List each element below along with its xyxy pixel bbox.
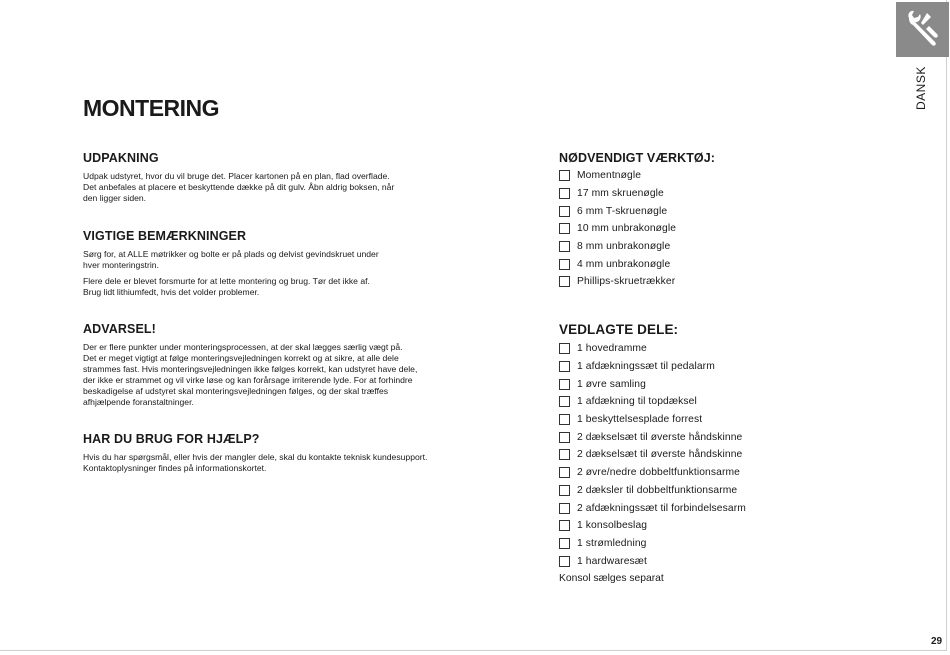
tool-item[interactable]: 17 mm skruenøgle	[559, 185, 676, 203]
tool-item[interactable]: 8 mm unbrakonøgle	[559, 238, 676, 256]
tool-item[interactable]: 6 mm T-skruenøgle	[559, 202, 676, 220]
checkbox[interactable]	[559, 188, 570, 199]
checkbox[interactable]	[559, 556, 570, 567]
important-heading: VIGTIGE BEMÆRKNINGER	[83, 229, 247, 243]
warning-heading: ADVARSEL!	[83, 322, 156, 336]
checkbox[interactable]	[559, 259, 570, 270]
checkbox[interactable]	[559, 206, 570, 217]
part-item[interactable]: 1 hovedramme	[559, 340, 746, 358]
parts-list	[559, 340, 746, 570]
checkbox[interactable]	[559, 414, 570, 425]
part-item[interactable]: 1 beskyttelsesplade forrest	[559, 411, 746, 429]
help-text: Hvis du har spørgsmål, eller hvis der mangler dele, skal du kontakte teknisk kundesupport. Kontaktoplysninger findes på informationskortet.	[83, 452, 428, 473]
part-item[interactable]: 2 afdækningssæt til forbindelsesarm	[559, 499, 746, 517]
important-text-1: Sørg for, at ALLE møtrikker og bolte er på plads og delvist gevindskruet under hver monteringstrin.	[83, 249, 379, 270]
checkbox[interactable]	[559, 485, 570, 496]
checkbox[interactable]	[559, 449, 570, 460]
part-item[interactable]: 2 øvre/nedre dobbeltfunktionsarme	[559, 464, 746, 482]
unpacking-section	[83, 151, 483, 204]
checkbox[interactable]	[559, 170, 570, 181]
checkbox[interactable]	[559, 241, 570, 252]
warning-section	[83, 322, 503, 408]
important-text-2: Flere dele er blevet forsmurte for at lette montering og brug. Tør det ikke af. Brug lidt lithiumfedt, hvis det volder problemer.	[83, 276, 370, 297]
checkbox[interactable]	[559, 223, 570, 234]
checkbox[interactable]	[559, 432, 570, 443]
console-note: Konsol sælges separat	[559, 573, 664, 584]
important-section	[83, 229, 483, 298]
checkbox[interactable]	[559, 379, 570, 390]
section-tab	[896, 2, 949, 57]
checkbox[interactable]	[559, 343, 570, 354]
part-item[interactable]: 1 afdækning til topdæksel	[559, 393, 746, 411]
part-item[interactable]: 1 afdækningssæt til pedalarm	[559, 358, 746, 376]
unpacking-heading: UDPAKNING	[83, 151, 159, 165]
tools-list	[559, 167, 676, 291]
part-item[interactable]: 1 strømledning	[559, 535, 746, 553]
part-item[interactable]: 2 dækselsæt til øverste håndskinne	[559, 428, 746, 446]
page-number: 29	[931, 636, 943, 647]
checkbox[interactable]	[559, 276, 570, 287]
help-section	[83, 432, 503, 474]
checkbox[interactable]	[559, 520, 570, 531]
tool-item[interactable]: 4 mm unbrakonøgle	[559, 255, 676, 273]
checkbox[interactable]	[559, 361, 570, 372]
checkbox[interactable]	[559, 503, 570, 514]
parts-heading: VEDLAGTE DELE:	[559, 322, 679, 337]
part-item[interactable]: 1 konsolbeslag	[559, 517, 746, 535]
unpacking-text: Udpak udstyret, hvor du vil bruge det. Placer kartonen på en plan, flad overflade. Det anbefales at placere et beskyttende dække på dit gulv. Åbn aldrig boksen, når den ligger siden.	[83, 171, 395, 203]
wrench-icon	[905, 10, 941, 48]
checkbox[interactable]	[559, 467, 570, 478]
warning-text: Der er flere punkter under monteringsprocessen, at der skal lægges særlig vægt på. Det er meget vigtigt at følge monteringsvejledningen korrekt og at sikre, at alle dele strammes fast. Hvis monteringsvejledningen ikke følges korrekt, kan udstyret have dele, der ikke er strammet og vil virke løse og kan forårsage irriterende lyde. For at forhindre beskadigelse af udstyret skal monteringsvejledningen følges, og der skal træffes afhjælpende foranstaltninger.	[83, 342, 418, 407]
tool-item[interactable]: Momentnøgle	[559, 167, 676, 185]
part-item[interactable]: 2 dækselsæt til øverste håndskinne	[559, 446, 746, 464]
part-item[interactable]: 1 hardwaresæt	[559, 552, 746, 570]
checkbox[interactable]	[559, 538, 570, 549]
tools-heading: NØDVENDIGT VÆRKTØJ:	[559, 151, 716, 165]
page-title: MONTERING	[83, 95, 220, 121]
help-heading: HAR DU BRUG FOR HJÆLP?	[83, 432, 260, 446]
tool-item[interactable]: Phillips-skruetrækker	[559, 273, 676, 291]
part-item[interactable]: 2 dæksler til dobbeltfunktionsarme	[559, 482, 746, 500]
tool-item[interactable]: 10 mm unbrakonøgle	[559, 220, 676, 238]
part-item[interactable]: 1 øvre samling	[559, 375, 746, 393]
checkbox[interactable]	[559, 396, 570, 407]
